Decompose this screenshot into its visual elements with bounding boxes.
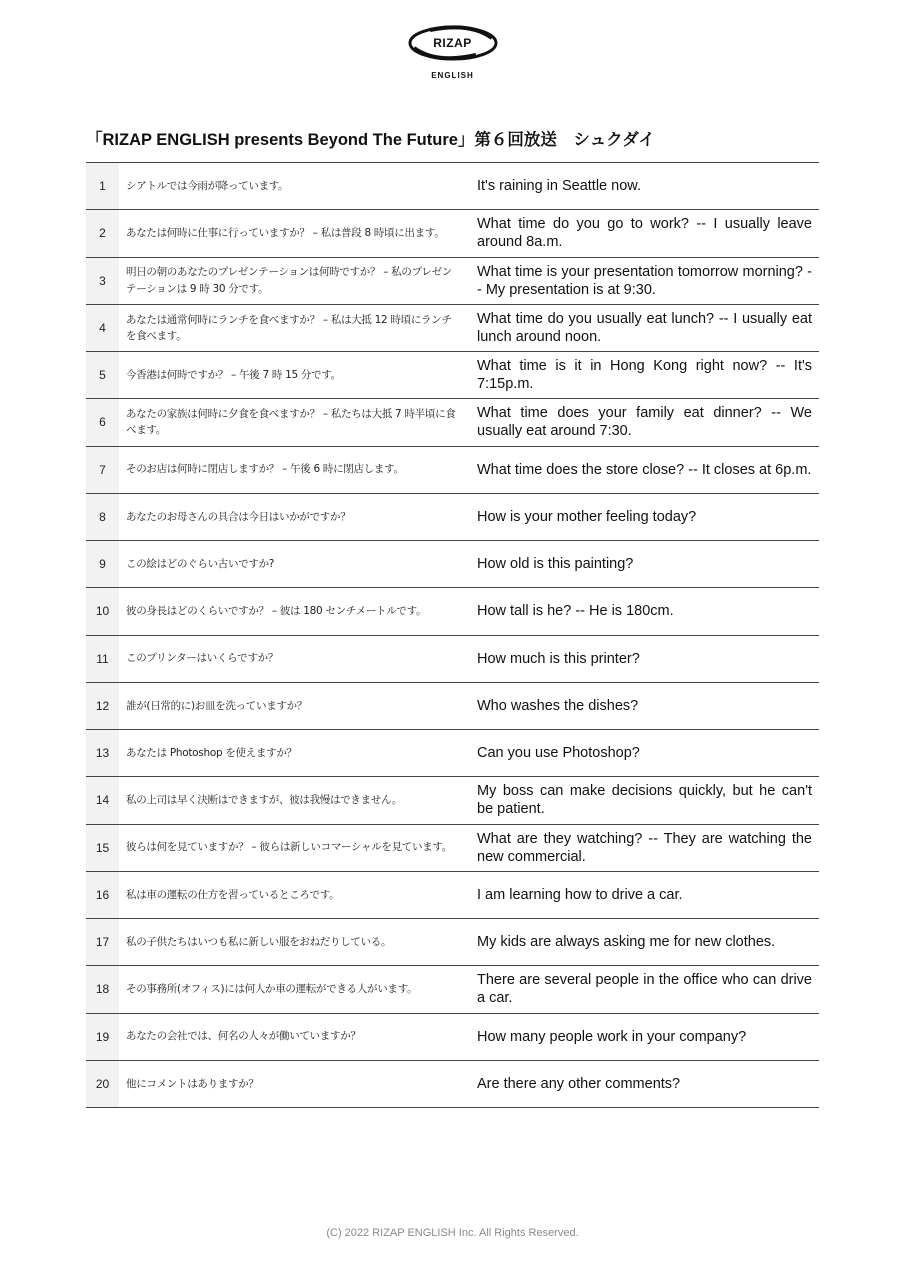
phrase-table bbox=[86, 162, 819, 1108]
english-phrase: Are there any other comments? bbox=[477, 1075, 681, 1092]
japanese-phrase: 彼の身長はどのくらいですか？ – 彼は 180 センチメートルです。 bbox=[126, 605, 427, 618]
table-row bbox=[86, 1014, 819, 1061]
row-number: 10 bbox=[86, 588, 119, 634]
english-phrase: There are several people in the office who can drive a car. bbox=[477, 972, 812, 1007]
english-phrase: What time is it in Hong Kong right now? -- It's 7:15p.m. bbox=[477, 358, 812, 393]
row-number: 18 bbox=[86, 966, 119, 1012]
english-phrase: What time does the store close? -- It closes at 6p.m. bbox=[477, 461, 812, 478]
table-row bbox=[86, 447, 819, 494]
table-row bbox=[86, 163, 819, 210]
japanese-phrase: 私は車の運転の仕方を習っているところです。 bbox=[126, 888, 340, 901]
japanese-phrase: あなたの家族は何時に夕食を食べますか？ – 私たちは大抵 7 時半頃に食べます。 bbox=[126, 408, 456, 437]
row-number: 13 bbox=[86, 730, 119, 776]
logo-subtext: ENGLISH bbox=[431, 71, 474, 80]
japanese-phrase: シアトルでは今雨が降っています。 bbox=[126, 179, 289, 192]
table-row bbox=[86, 352, 819, 399]
english-phrase: Who washes the dishes? bbox=[477, 697, 639, 714]
table-row bbox=[86, 305, 819, 352]
table-row bbox=[86, 1061, 819, 1108]
rizap-logo bbox=[406, 24, 500, 62]
japanese-phrase: 私の上司は早く決断はできますが、彼は我慢はできません。 bbox=[126, 794, 403, 807]
table-row bbox=[86, 872, 819, 919]
table-row bbox=[86, 399, 819, 446]
english-phrase: What time do you go to work? -- I usually leave around 8a.m. bbox=[477, 216, 812, 251]
english-phrase: How much is this printer? bbox=[477, 650, 640, 667]
table-row bbox=[86, 258, 819, 305]
row-number: 19 bbox=[86, 1014, 119, 1060]
japanese-phrase: あなたは Photoshop を使えますか？ bbox=[126, 746, 297, 759]
japanese-phrase: このプリンターはいくらですか？ bbox=[126, 652, 279, 665]
english-phrase: It's raining in Seattle now. bbox=[477, 178, 641, 195]
row-number: 1 bbox=[86, 163, 119, 209]
japanese-phrase: 誰が(日常的に)お皿を洗っていますか？ bbox=[126, 699, 307, 712]
brand-logo-area bbox=[0, 24, 905, 66]
row-number: 15 bbox=[86, 825, 119, 871]
japanese-phrase: この絵はどのぐらい古いですか? bbox=[126, 557, 275, 570]
row-number: 16 bbox=[86, 872, 119, 918]
japanese-phrase: 明日の朝のあなたのプレゼンテーションは何時ですか？ – 私のプレゼンテーションは 9 時 30 分です。 bbox=[126, 266, 452, 295]
japanese-phrase: 私の子供たちはいつも私に新しい服をおねだりしている。 bbox=[126, 935, 392, 948]
japanese-phrase: あなたの会社では、何名の人々が働いていますか？ bbox=[126, 1030, 361, 1043]
table-row bbox=[86, 541, 819, 588]
english-phrase: What are they watching? -- They are watching the new commercial. bbox=[477, 830, 812, 865]
table-row bbox=[86, 730, 819, 777]
row-number: 2 bbox=[86, 210, 119, 256]
row-number: 17 bbox=[86, 919, 119, 965]
table-row bbox=[86, 966, 819, 1013]
english-phrase: What time do you usually eat lunch? -- I usually eat lunch around noon. bbox=[477, 310, 812, 345]
row-number: 14 bbox=[86, 777, 119, 823]
table-row bbox=[86, 494, 819, 541]
table-row bbox=[86, 683, 819, 730]
english-phrase: My kids are always asking me for new clothes. bbox=[477, 934, 776, 951]
page-title: 「RIZAP ENGLISH presents Beyond The Future」第６回放送 シュクダイ bbox=[86, 131, 655, 149]
english-phrase: My boss can make decisions quickly, but he can't be patient. bbox=[477, 783, 812, 818]
row-number: 11 bbox=[86, 636, 119, 682]
japanese-phrase: 他にコメントはありますか？ bbox=[126, 1077, 259, 1090]
japanese-phrase: あなたは何時に仕事に行っていますか？ – 私は普段 8 時頃に出ます。 bbox=[126, 227, 445, 240]
table-row bbox=[86, 777, 819, 824]
table-row bbox=[86, 825, 819, 872]
copyright-footer: (C) 2022 RIZAP ENGLISH Inc. All Rights Reserved. bbox=[326, 1227, 579, 1239]
japanese-phrase: その事務所(オフィス)には何人か車の運転ができる人がいます。 bbox=[126, 983, 418, 996]
row-number: 12 bbox=[86, 683, 119, 729]
english-phrase: What time is your presentation tomorrow morning? -- My presentation is at 9:30. bbox=[477, 263, 812, 298]
english-phrase: How is your mother feeling today? bbox=[477, 508, 697, 525]
japanese-phrase: あなたは通常何時にランチを食べますか？ – 私は大抵 12 時頃にランチを食べます。 bbox=[126, 313, 452, 342]
row-number: 4 bbox=[86, 305, 119, 351]
english-phrase: What time does your family eat dinner? -- We usually eat around 7:30. bbox=[477, 405, 812, 440]
english-phrase: How many people work in your company? bbox=[477, 1028, 747, 1045]
row-number: 8 bbox=[86, 494, 119, 540]
table-row bbox=[86, 588, 819, 635]
english-phrase: I am learning how to drive a car. bbox=[477, 886, 683, 903]
english-phrase: How old is this painting? bbox=[477, 556, 634, 573]
table-row bbox=[86, 919, 819, 966]
row-number: 7 bbox=[86, 447, 119, 493]
row-number: 9 bbox=[86, 541, 119, 587]
row-number: 20 bbox=[86, 1061, 119, 1107]
english-phrase: Can you use Photoshop? bbox=[477, 745, 640, 762]
row-number: 6 bbox=[86, 399, 119, 445]
japanese-phrase: 彼らは何を見ていますか？ – 彼らは新しいコマーシャルを見ています。 bbox=[126, 841, 452, 854]
japanese-phrase: 今香港は何時ですか？ – 午後 7 時 15 分です。 bbox=[126, 368, 341, 381]
logo-text: RIZAP bbox=[433, 36, 472, 50]
japanese-phrase: そのお店は何時に閉店しますか？ – 午後 6 時に閉店します。 bbox=[126, 463, 404, 476]
table-row bbox=[86, 210, 819, 257]
japanese-phrase: あなたのお母さんの具合は今日はいかがですか？ bbox=[126, 510, 351, 523]
row-number: 3 bbox=[86, 258, 119, 304]
english-phrase: How tall is he? -- He is 180cm. bbox=[477, 603, 674, 620]
table-row bbox=[86, 636, 819, 683]
row-number: 5 bbox=[86, 352, 119, 398]
